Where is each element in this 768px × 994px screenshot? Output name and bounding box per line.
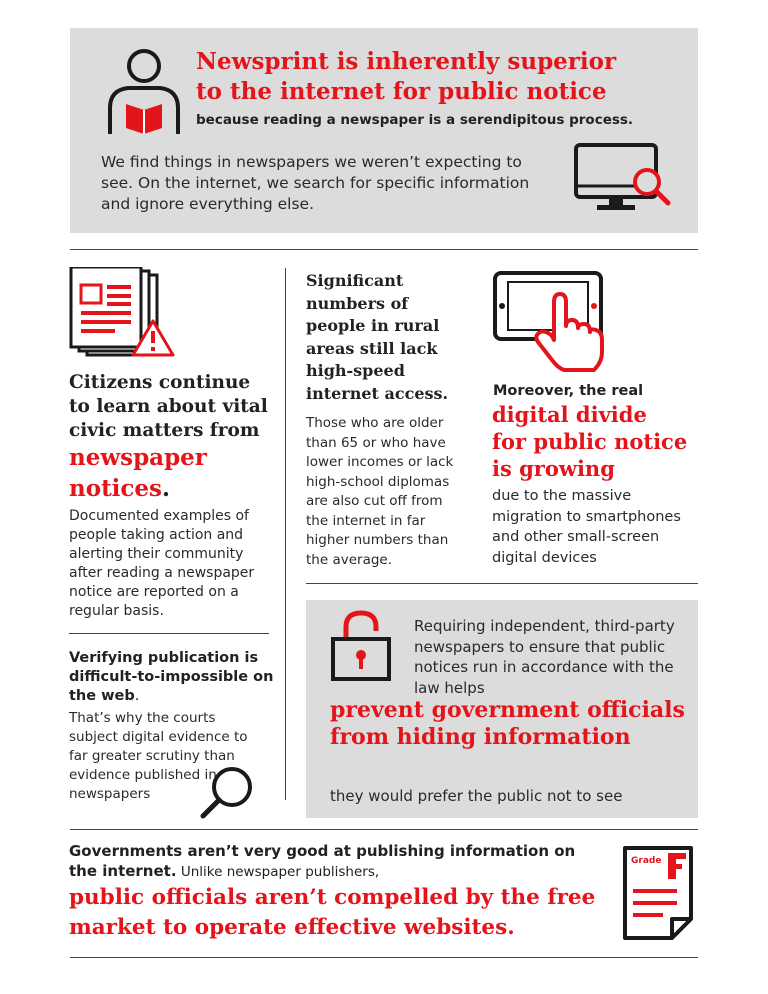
citizens-red-line2: notices [69,475,163,502]
magnifier-icon [197,763,257,823]
column-divider [285,268,286,800]
verify-period: . [134,688,140,704]
divider-bottom-upper [70,829,698,830]
verify-heading-wrap [69,649,274,706]
governments-body: Unlike newspaper publishers, [176,864,380,880]
newspaper-warning-icon [69,267,177,359]
divider-bottom [70,957,698,958]
grade-label: Grade [631,856,662,866]
intro-headline-line2: to the internet for public notice [196,78,607,105]
intro-subhead: because reading a newspaper is a serendipitous process. [196,112,634,128]
rural-body: Those who are older than 65 or who have lower incomes or lack high-school diplomas are also cut off from the internet in far higher numbers than the average. [306,415,454,568]
monitor-search-icon [573,142,671,214]
intro-body: We find things in newspapers we weren’t expecting to see. On the internet, we search for specific information and ignore everything else. [101,153,530,213]
verify-heading: Verifying publication is difficult-to-impossible on the web [69,650,274,704]
governments-intro [69,841,589,882]
citizens-heading-line2: to learn about vital [69,396,268,417]
divide-red-line3: is growing [492,456,615,481]
independent-body: Requiring independent, third-party newspapers to ensure that public notices run in accordance with the law helps [414,617,675,697]
citizens-heading-line1: Citizens continue [69,372,251,393]
governments-heading: Governments aren’t very good at publishing information on the internet. [69,842,576,880]
intro-headline-line1: Newsprint is inherently superior [196,48,617,75]
citizens-period: . [162,475,171,502]
divider-right [306,583,698,584]
rural-heading: Significant numbers of people in rural areas still lack high-speed internet access. [306,271,449,403]
citizens-heading-line3: civic matters from [69,420,260,441]
verify-body: That’s why the courts subject digital evidence to far greater scrutiny than evidence published in newspapers [69,710,248,802]
governments-red: public officials aren’t compelled by the free market to operate effective websites. [69,885,596,940]
divide-red-line2: for public notice [492,429,688,454]
tablet-touch-icon [492,270,612,376]
citizens-red-line1: newspaper [69,444,207,471]
divider-top [70,249,698,250]
citizens-red-line2-wrap [69,474,170,504]
padlock-icon [330,609,396,681]
divide-red-line1: digital divide [492,402,647,427]
divide-lead: Moreover, the real [493,383,644,399]
divider-left [69,633,269,634]
independent-tail: they would prefer the public not to see [330,787,623,805]
citizens-body: Documented examples of people taking action and alerting their community after reading a newspaper notice are reported on a regular basis. [69,508,255,619]
divide-body: due to the massive migration to smartphones and other small-screen digital devices [492,488,681,566]
reader-icon [104,46,184,138]
independent-red: prevent government officials from hiding information [330,697,685,750]
